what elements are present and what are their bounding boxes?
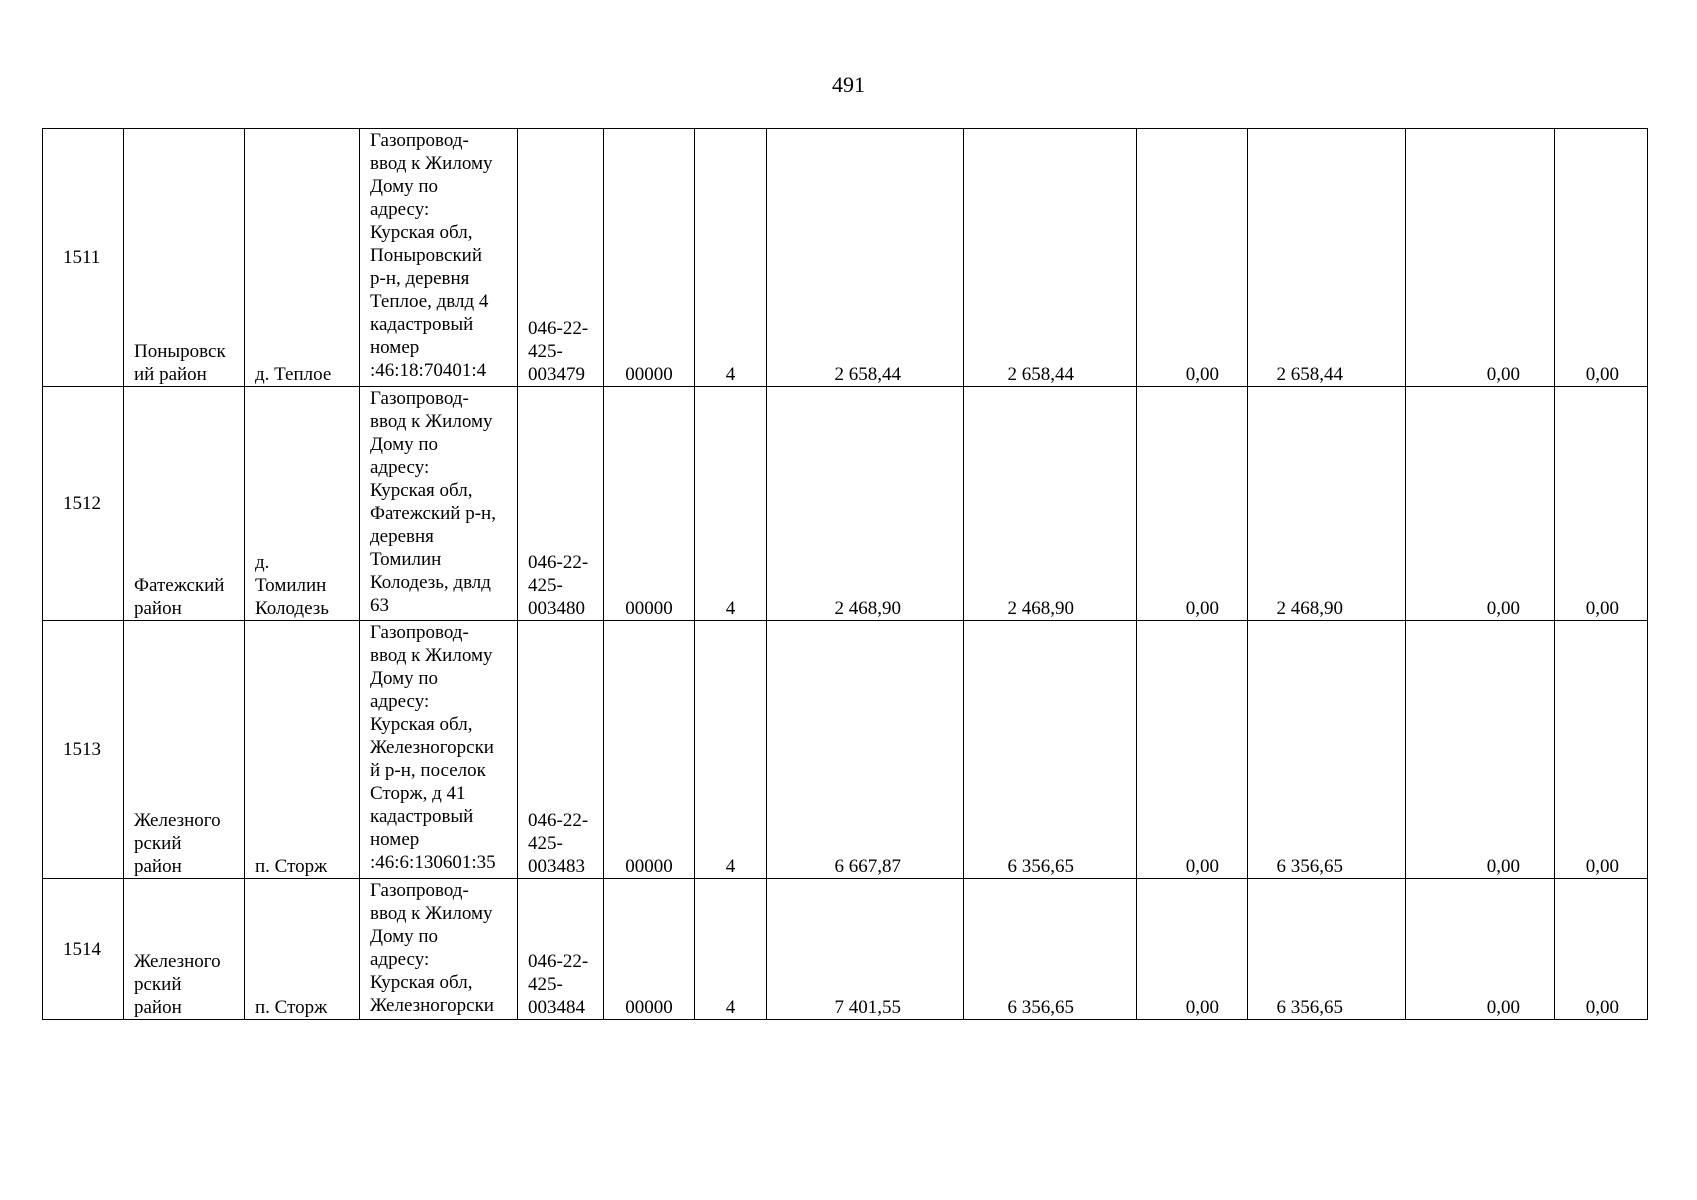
value-cell-5: 0,00 [1406, 879, 1555, 1020]
row-number: 1513 [43, 621, 124, 879]
row-number: 1511 [43, 129, 124, 387]
value-cell-3: 0,00 [1137, 879, 1248, 1020]
code-cell: 00000 [604, 129, 695, 387]
code-cell: 00000 [604, 879, 695, 1020]
table-row [43, 879, 1648, 1020]
locality-cell: п. Сторж [245, 621, 360, 879]
table-row [43, 129, 1648, 387]
value-cell-6: 0,00 [1555, 387, 1648, 621]
value-cell-2: 6 356,65 [964, 621, 1137, 879]
table-row [43, 387, 1648, 621]
value-cell-1: 7 401,55 [767, 879, 964, 1020]
value-cell-4: 6 356,65 [1248, 879, 1406, 1020]
object-description-cell: Газопровод- ввод к Жилому Дому по адресу: Курская обл, Фатежский р-н, деревня Томилин Колодезь, двлд 63 [360, 387, 518, 621]
table-row [43, 621, 1648, 879]
object-code-cell: 046-22- 425- 003483 [518, 621, 604, 879]
value-cell-6: 0,00 [1555, 129, 1648, 387]
row-number: 1514 [43, 879, 124, 1020]
district-cell: Фатежский район [124, 387, 245, 621]
district-cell: Железного рский район [124, 879, 245, 1020]
locality-cell: д. Теплое [245, 129, 360, 387]
value-cell-3: 0,00 [1137, 621, 1248, 879]
locality-cell: д. Томилин Колодезь [245, 387, 360, 621]
value-cell-5: 0,00 [1406, 387, 1555, 621]
value-cell-2: 2 658,44 [964, 129, 1137, 387]
code-cell: 00000 [604, 387, 695, 621]
value-cell-2: 6 356,65 [964, 879, 1137, 1020]
row-number: 1512 [43, 387, 124, 621]
value-cell-5: 0,00 [1406, 621, 1555, 879]
category-cell: 4 [695, 387, 767, 621]
value-cell-4: 2 468,90 [1248, 387, 1406, 621]
page-number: 491 [832, 72, 865, 97]
locality-cell: п. Сторж [245, 879, 360, 1020]
value-cell-6: 0,00 [1555, 879, 1648, 1020]
value-cell-3: 0,00 [1137, 129, 1248, 387]
value-cell-6: 0,00 [1555, 621, 1648, 879]
category-cell: 4 [695, 621, 767, 879]
value-cell-1: 2 468,90 [767, 387, 964, 621]
object-code-cell: 046-22- 425- 003479 [518, 129, 604, 387]
value-cell-1: 6 667,87 [767, 621, 964, 879]
object-description-cell: Газопровод- ввод к Жилому Дому по адресу: Курская обл, Железногорски [360, 879, 518, 1020]
district-cell: Железного рский район [124, 621, 245, 879]
category-cell: 4 [695, 879, 767, 1020]
value-cell-3: 0,00 [1137, 387, 1248, 621]
category-cell: 4 [695, 129, 767, 387]
value-cell-1: 2 658,44 [767, 129, 964, 387]
district-cell: Поныровск ий район [124, 129, 245, 387]
object-description-cell: Газопровод- ввод к Жилому Дому по адресу: Курская обл, Поныровский р-н, деревня Теплое, двлд 4 кадастровый номер :46:18:70401:4 [360, 129, 518, 387]
value-cell-4: 6 356,65 [1248, 621, 1406, 879]
registry-table [42, 128, 1648, 1020]
value-cell-5: 0,00 [1406, 129, 1555, 387]
code-cell: 00000 [604, 621, 695, 879]
value-cell-4: 2 658,44 [1248, 129, 1406, 387]
object-description-cell: Газопровод- ввод к Жилому Дому по адресу: Курская обл, Железногорски й р-н, поселок Сторж, д 41 кадастровый номер :46:6:130601:35 [360, 621, 518, 879]
object-code-cell: 046-22- 425- 003480 [518, 387, 604, 621]
object-code-cell: 046-22- 425- 003484 [518, 879, 604, 1020]
value-cell-2: 2 468,90 [964, 387, 1137, 621]
